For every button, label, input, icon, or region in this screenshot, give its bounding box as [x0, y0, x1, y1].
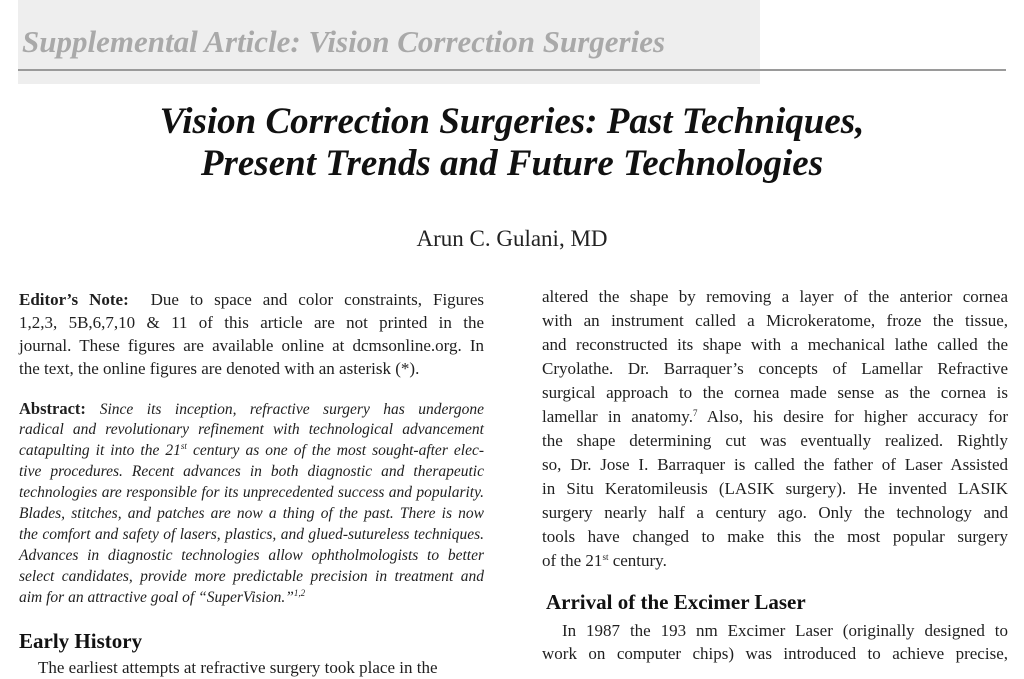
abstract-line: tive procedures. Recent advances in both diagnostic and therapeutic — [19, 463, 484, 480]
abstract-line: technologies are responsible for its unprecedented success and popularity. — [19, 484, 484, 501]
abstract-line: Blades, stitches, and patches are now a thing of the past. There is now — [19, 505, 484, 522]
body-text-line: of the 21st century. — [542, 551, 667, 570]
body-text-line: and reconstructed its shape with a mechanical lathe called the — [542, 335, 1008, 354]
editors-note-line: the text, the online figures are denoted with an asterisk (*). — [19, 359, 420, 378]
abstract-label: Abstract: — [19, 399, 86, 418]
body-text-line: in Situ Keratomileusis (LASIK surgery). He invented LASIK — [542, 479, 1008, 498]
abstract-line: Advances in diagnostic technologies allow ophtholmologists to better — [19, 547, 484, 564]
body-text-line: the shape determining cut was eventually realized. Rightly — [542, 431, 1008, 450]
body-text-line: work on computer chips) was introduced to achieve precise, — [542, 644, 1008, 663]
body-text-line: tools have changed to make this the most popular surgery — [542, 527, 1008, 546]
body-text-line: In 1987 the 193 nm Excimer Laser (originally designed to — [562, 621, 1008, 640]
article-title-line2: Present Trends and Future Technologies — [200, 143, 824, 184]
body-text-line: with an instrument called a Microkeratome, froze the tissue, — [542, 311, 1008, 330]
abstract-line: the comfort and safety of lasers, plastics, and glued-sutureless techniques. — [19, 526, 484, 543]
editors-note-label: Editor’s Note: — [19, 290, 129, 309]
section-heading-excimer-laser: Arrival of the Excimer Laser — [546, 590, 806, 614]
section-banner-title: Supplemental Article: Vision Correction Surgeries — [22, 24, 666, 59]
abstract-line: radical and revolutionary refinement with technological advancement — [19, 421, 484, 438]
abstract-text: Since its inception, refractive surgery has undergone — [99, 401, 485, 418]
header-divider — [18, 69, 1006, 71]
abstract-line: aim for an attractive goal of “SuperVision.”$^{1,2}$ — [19, 588, 306, 606]
body-text-line: lamellar in anatomy.$^7$ Also, his desire for higher accuracy for — [542, 407, 1008, 426]
body-text-line: surgical approach to the cornea made sense as the cornea is — [542, 383, 1008, 402]
body-text-line: altered the shape by removing a layer of the anterior cornea — [542, 287, 1008, 306]
abstract-line: catapulting it into the 21st century as one of the most sought-after elec- — [19, 441, 484, 459]
abstract-line: select candidates, provide more predictable precision in treatment and — [19, 568, 484, 585]
article-title-line1: Vision Correction Surgeries: Past Techniques, — [159, 101, 865, 142]
body-text-line: surgery nearly half a century ago. Only the technology and — [542, 503, 1008, 522]
editors-note-line: 1,2,3, 5B,6,7,10 & 11 of this article are not printed in the — [19, 313, 484, 332]
editors-note-line: journal. These figures are available online at dcmsonline.org. In — [19, 336, 484, 355]
article-author: Arun C. Gulani, MD — [416, 226, 608, 251]
editors-note-line — [19, 288, 484, 311]
body-text-line: Cryolathe. Dr. Barraquer’s concepts of Lamellar Refractive — [542, 359, 1008, 378]
body-text-line: The earliest attempts at refractive surgery took place in the — [38, 658, 438, 677]
editors-note-text: Due to space and color constraints, Figures — [150, 290, 484, 309]
body-text-line: so, Dr. Jose I. Barraquer is called the father of Laser Assisted — [542, 455, 1008, 474]
section-heading-early-history: Early History — [19, 629, 143, 653]
